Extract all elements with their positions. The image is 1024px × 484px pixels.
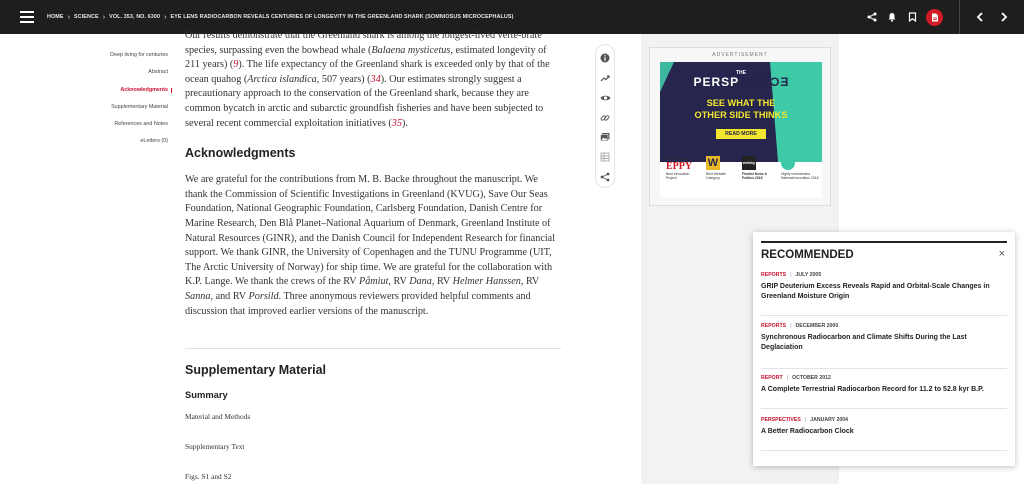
- toc-item-abstract[interactable]: Abstract: [148, 69, 168, 76]
- chevron-left-icon: [976, 12, 984, 22]
- vessel-name: Påmiut: [358, 276, 389, 288]
- breadcrumb-issue[interactable]: VOL. 353, NO. 6300: [109, 14, 161, 20]
- text: , estimated longevity of 211 years) (: [185, 44, 547, 71]
- text: , RV: [388, 276, 410, 288]
- acknowledgments-heading: Acknowledgments: [185, 146, 296, 161]
- award-logo: webby: [742, 156, 756, 170]
- chevron-right-icon: ›: [67, 13, 71, 21]
- eye-icon[interactable]: [597, 88, 613, 108]
- text: , RV: [520, 276, 540, 288]
- vessel-name: Porsild: [248, 290, 279, 302]
- text: Our results demonstrate that the Greenland shark is among the longest-lived verte-brate species, surpassing even the bowhead whale (: [185, 30, 542, 56]
- ad-headline-1: SEE WHAT THE: [706, 98, 776, 108]
- summary-item: Figs. S1 and S2: [185, 472, 232, 482]
- vessel-name: Helmer Hanssen: [452, 276, 521, 288]
- award-logo: EPPY: [666, 161, 693, 172]
- table-of-contents: [96, 52, 172, 156]
- item-title[interactable]: A Complete Terrestrial Radiocarbon Record for 11.2 to 52.8 kyr B.P.: [761, 386, 984, 393]
- section-divider: [185, 348, 561, 349]
- item-meta: [761, 272, 1007, 278]
- breadcrumb-article: EYE LENS RADIOCARBON REVEALS CENTURIES OF LONGEVITY IN THE GREENLAND SHARK (SOMNIOSUS MICROCEPHALUS): [170, 14, 514, 20]
- recommended-rule: [761, 241, 1007, 243]
- text: ). Our estimates strongly suggest a precautionary approach to the conservation of the Greenland shark, because they are common bycatch in arctic and subarctic groundfish fisheries and have been subjected to several recent commercial exploitation initiatives (: [185, 73, 544, 129]
- link-icon[interactable]: [597, 108, 613, 128]
- ad-award-3: [742, 156, 776, 180]
- award-text: Best Website Category: [706, 172, 726, 180]
- image-icon[interactable]: [597, 127, 613, 147]
- pdf-download-button[interactable]: [926, 9, 943, 26]
- summary-item: Supplementary Text: [185, 442, 245, 452]
- item-title[interactable]: Synchronous Radiocarbon and Climate Shifts During the Last Deglaciation: [761, 334, 967, 351]
- chevron-right-icon: ›: [102, 13, 106, 21]
- item-type: REPORT: [761, 375, 783, 381]
- ad-banner[interactable]: [660, 62, 822, 198]
- item-meta: [761, 417, 1007, 423]
- chevron-right-icon: ›: [164, 13, 167, 21]
- ad-headline-2: OTHER SIDE THINKS: [694, 110, 788, 120]
- ad-brand: [660, 75, 822, 89]
- ad-award-1: [666, 158, 700, 180]
- item-title[interactable]: A Better Radiocarbon Clock: [761, 428, 854, 435]
- top-actions: [862, 0, 1024, 34]
- item-meta: [761, 375, 1007, 381]
- article-tools: [595, 44, 615, 188]
- advertisement: [649, 47, 831, 206]
- recommended-panel: [753, 232, 1015, 466]
- ad-brand-flipped: ECTIVE: [739, 75, 789, 89]
- reference-link[interactable]: 35: [391, 117, 402, 129]
- recommended-title: RECOMMENDED: [761, 249, 854, 261]
- item-type: PERSPECTIVES: [761, 417, 801, 423]
- recommended-item[interactable]: [761, 417, 1007, 451]
- breadcrumb-home[interactable]: HOME: [47, 14, 64, 20]
- reference-link[interactable]: 9: [233, 59, 239, 71]
- meta-divider: |: [790, 323, 792, 329]
- award-logo: W: [707, 157, 719, 169]
- ad-award-2: [706, 156, 740, 180]
- chevron-right-icon: [1000, 12, 1008, 22]
- item-type: REPORTS: [761, 323, 787, 329]
- text: and RV: [213, 290, 249, 302]
- menu-icon[interactable]: [8, 0, 46, 34]
- award-top: EDITOR&PUBLISHER: [666, 158, 691, 161]
- meta-divider: |: [804, 417, 807, 423]
- breadcrumb: [47, 14, 513, 21]
- item-date: JANUARY 2004: [810, 417, 849, 423]
- meta-divider: |: [786, 375, 789, 381]
- recommended-item[interactable]: [761, 323, 1007, 369]
- text: , RV: [431, 276, 453, 288]
- item-date: JULY 2005: [795, 272, 822, 278]
- text: We are grateful for the contributions from M. B. Backe throughout the manuscript. We thank the Commission of Scientific Investigations in Greenland (KVUG), Save Our Seas Foundation, National Geographic Foundation, Carlsberg Foundation, Danish Centre for Marine Research, Den Blå Planet–National Aquarium of Denmark, Greenland Institute of Natural Resources (GINR), and the Danish Council for Independent Research for financial support. We thank GINR, the University of Copenhagen and the TUNU Programme (UIT, The Arctic University of Norway) for ship time. We are grateful for the collaboration with K.P. Lange. We thank the crews of the RV: [185, 174, 556, 288]
- share-icon[interactable]: [862, 0, 882, 34]
- divider: [959, 0, 960, 34]
- next-article-button[interactable]: [992, 0, 1016, 34]
- breadcrumb-science[interactable]: SCIENCE: [74, 14, 99, 20]
- ad-read-more-button[interactable]: READ MORE: [716, 129, 766, 139]
- info-icon[interactable]: [597, 48, 613, 68]
- trend-icon[interactable]: [597, 68, 613, 88]
- text: ). The life expectancy of the Greenland shark is exceeded only by that of the ocean quahog (: [185, 59, 550, 85]
- item-meta: [761, 323, 1007, 329]
- supplementary-heading: Supplementary Material: [185, 363, 327, 378]
- species-name: Arctica islandica: [247, 73, 317, 85]
- toc-item-supplementary[interactable]: Supplementary Material: [111, 103, 168, 110]
- text: , 507 years) (: [316, 73, 371, 85]
- award-text: Highly commended National Innovation 2018: [781, 172, 819, 180]
- ad-brand-top: THE: [736, 70, 746, 76]
- ad-brand-left: PERSP: [693, 75, 740, 89]
- award-logo: [781, 156, 795, 170]
- bell-icon[interactable]: [882, 0, 902, 34]
- toc-item-eletters[interactable]: eLetters (0): [140, 138, 168, 145]
- acknowledgments-paragraph: [185, 173, 561, 319]
- previous-article-button[interactable]: [968, 0, 992, 34]
- vessel-name: Dana: [409, 276, 432, 288]
- bookmark-icon[interactable]: [902, 0, 922, 34]
- item-title[interactable]: GRIP Deuterium Excess Reveals Rapid and Orbital-Scale Changes in Greenland Moisture Origin: [761, 283, 990, 300]
- ad-award-4: [781, 156, 819, 180]
- award-text: Finalist News & Politics 2018: [742, 172, 768, 180]
- close-icon[interactable]: ×: [998, 248, 1005, 260]
- text: . Three anonymous reviewers provided helpful comments and discussion that improved earlier versions of the manuscript.: [185, 290, 531, 317]
- item-date: DECEMBER 2000: [795, 323, 839, 329]
- toc-item-deep-living[interactable]: Deep living for centuries: [110, 52, 168, 58]
- recommended-item[interactable]: [761, 272, 1007, 316]
- summary-heading: Summary: [185, 389, 228, 401]
- share-icon[interactable]: [597, 167, 613, 187]
- text: ).: [401, 117, 408, 129]
- toc-item-acknowledgments[interactable]: Acknowledgments: [96, 87, 172, 104]
- item-date: OCTOBER 2012: [792, 375, 831, 381]
- item-type: REPORTS: [761, 272, 787, 278]
- recommended-item[interactable]: [761, 375, 1007, 409]
- article-body: [185, 30, 561, 482]
- award-text: Best Innovation Project: [666, 172, 690, 180]
- species-name: Balaena mysticetus: [371, 44, 451, 56]
- toc-item-references[interactable]: References and Notes: [114, 121, 168, 128]
- intro-paragraph: [185, 29, 561, 131]
- summary-item: Material and Methods: [185, 412, 251, 422]
- meta-divider: |: [790, 272, 792, 278]
- vessel-name: Sanna,: [185, 290, 214, 302]
- table-icon[interactable]: [597, 147, 613, 167]
- reference-link[interactable]: 34: [370, 73, 381, 85]
- ad-label: ADVERTISEMENT: [712, 52, 768, 58]
- pdf-icon: [931, 13, 939, 22]
